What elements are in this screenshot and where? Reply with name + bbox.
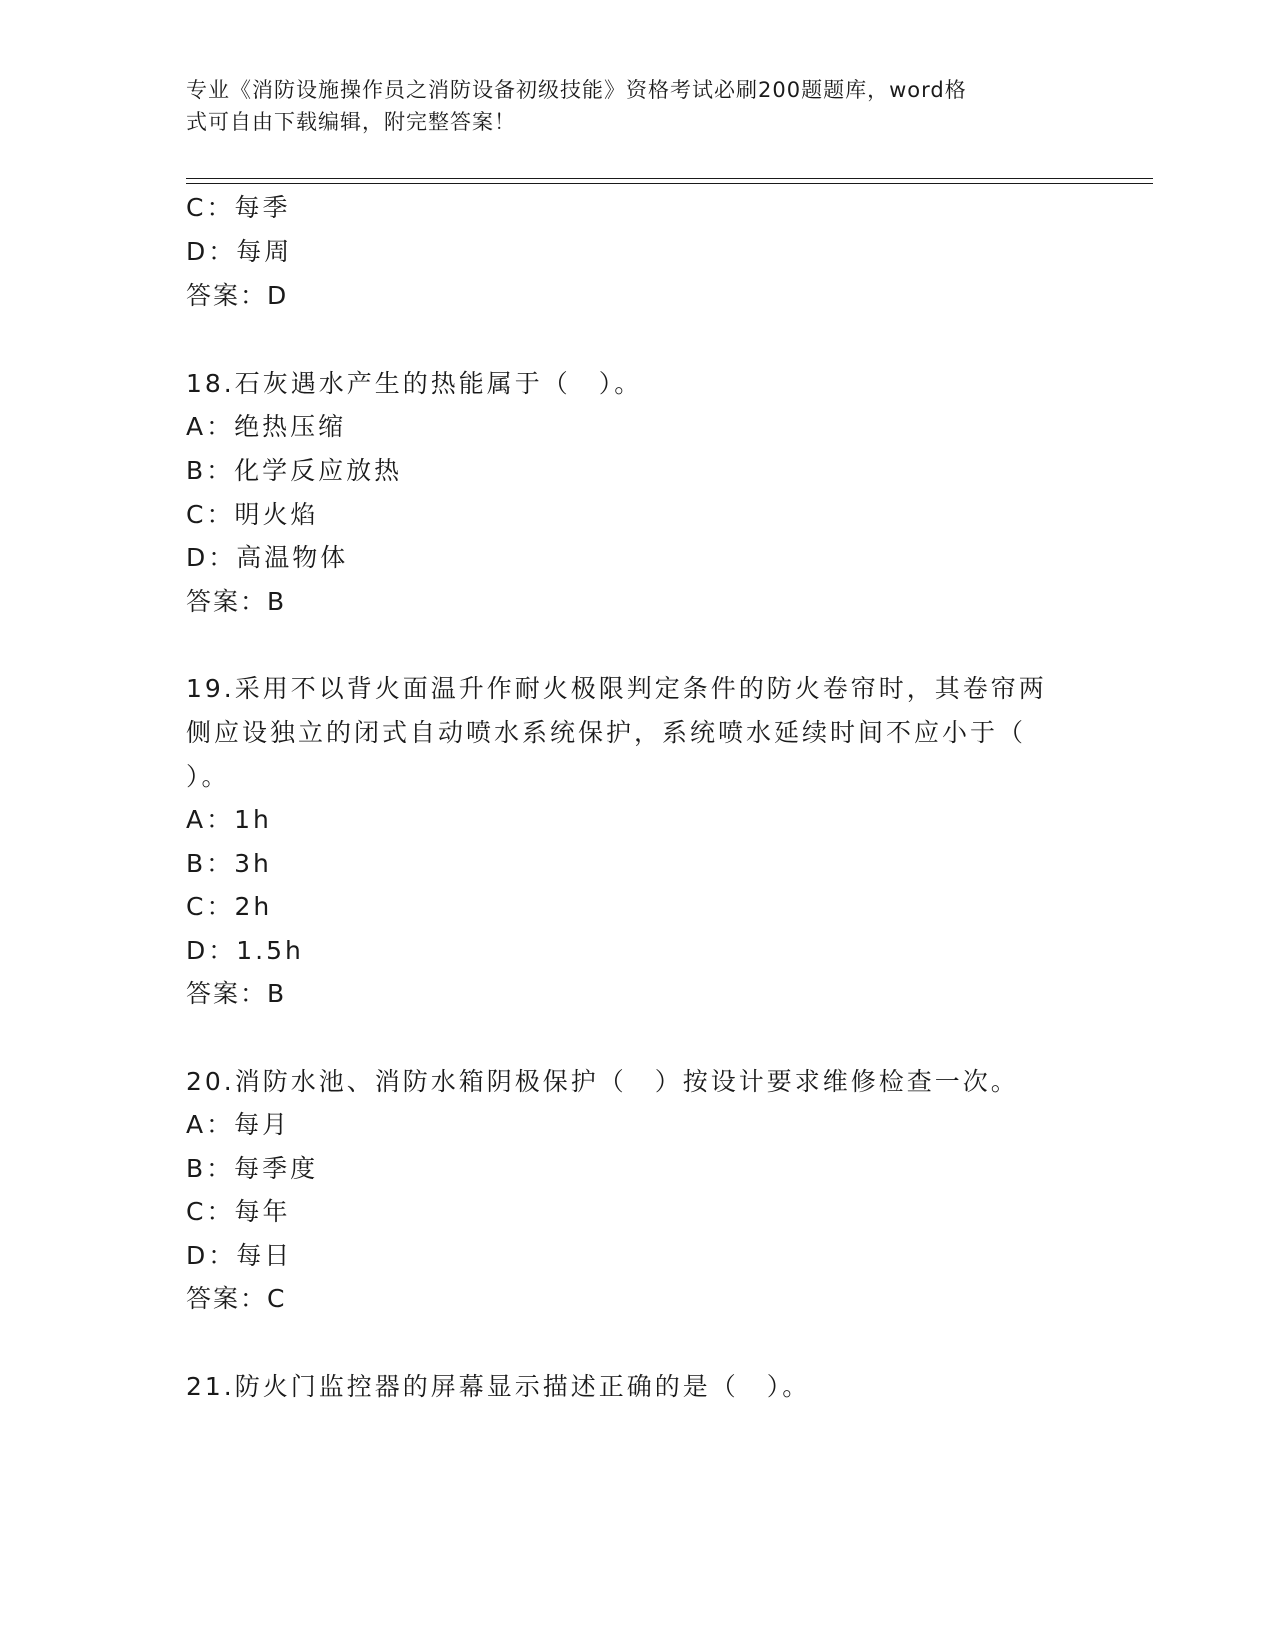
q20-option-b: B：每季度 <box>186 1154 319 1183</box>
q17-answer: 答案：D <box>186 281 289 310</box>
q20-question: 20.消防水池、消防水箱阴极保护（ ）按设计要求维修检查一次。 <box>186 1067 1019 1096</box>
q18-question: 18.石灰遇水产生的热能属于（ ）。 <box>186 369 643 398</box>
header-line-2: 式可自由下载编辑，附完整答案！ <box>186 110 516 134</box>
q18-option-c: C：明火焰 <box>186 500 319 529</box>
q17-option-d: D：每周 <box>186 237 293 266</box>
q18-option-a: A：绝热压缩 <box>186 412 347 441</box>
q20-option-a: A：每月 <box>186 1110 291 1139</box>
q21-question: 21.防火门监控器的屏幕显示描述正确的是（ ）。 <box>186 1372 811 1401</box>
q18-option-d: D：高温物体 <box>186 543 349 572</box>
header-divider-bottom <box>186 183 1153 184</box>
q19-question-line-3: ）。 <box>186 762 230 791</box>
q17-option-c: C：每季 <box>186 193 291 222</box>
q19-question-line-2: 侧应设独立的闭式自动喷水系统保护，系统喷水延续时间不应小于（ <box>186 718 1027 747</box>
q19-option-c: C：2h <box>186 892 273 921</box>
q19-answer: 答案：B <box>186 979 287 1008</box>
q20-option-d: D：每日 <box>186 1241 293 1270</box>
document-header <box>186 74 1066 138</box>
q19-option-d: D：1.5h <box>186 936 304 965</box>
q20-answer: 答案：C <box>186 1284 287 1313</box>
q18-answer: 答案：B <box>186 587 287 616</box>
q19-option-b: B：3h <box>186 849 272 878</box>
header-divider-top <box>186 178 1153 179</box>
q19-question-line-1: 19.采用不以背火面温升作耐火极限判定条件的防火卷帘时，其卷帘两 <box>186 674 1047 703</box>
q18-option-b: B：化学反应放热 <box>186 456 403 485</box>
q19-option-a: A：1h <box>186 805 272 834</box>
header-line-1: 专业《消防设施操作员之消防设备初级技能》资格考试必刷200题题库，word格 <box>186 78 967 102</box>
q20-option-c: C：每年 <box>186 1197 291 1226</box>
